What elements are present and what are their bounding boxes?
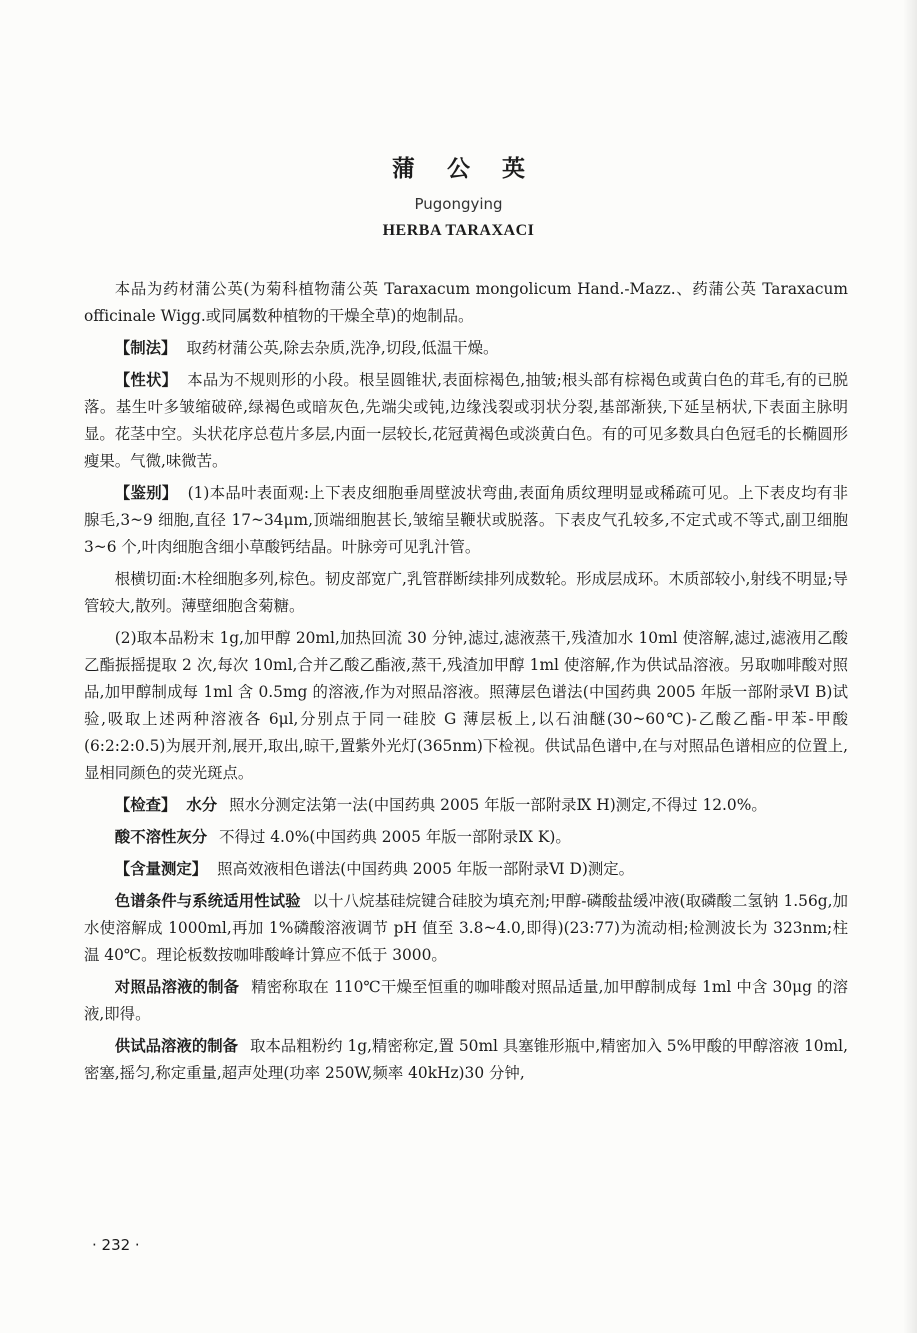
assay-heading: 【含量测定】 [114,860,208,878]
identification-paragraph-2: 根横切面:木栓细胞多列,棕色。韧皮部宽广,乳管群断续排列成数轮。形成层成环。木质部较小,射线不明显;导管较大,散列。薄壁细胞含菊糖。 [84,570,848,615]
chromatography-paragraph [84,888,848,969]
inspection-paragraph [84,792,848,819]
page-edge-shadow [903,0,917,1333]
identification-text-1: (1)本品叶表面观:上下表皮细胞垂周壁波状弯曲,表面角质纹理明显或稀疏可见。上下表皮均有非腺毛,3~9 细胞,直径 17~34μm,顶端细胞甚长,皱缩呈鞭状或脱落。下表皮气孔较多,不定式或不等式,副卫细胞 3~6 个,叶肉细胞含细小草酸钙结晶。叶脉旁可见乳汁管。 [84,484,848,556]
monograph-body [84,276,848,1092]
identification-paragraph-1 [84,480,848,561]
chromatography-subheading: 色谱条件与系统适用性试验 [114,892,301,910]
reference-solution-text: 精密称取在 110℃干燥至恒重的咖啡酸对照品适量,加甲醇制成每 1ml 中含 30μg 的溶液,即得。 [84,978,848,1023]
characteristics-heading: 【性状】 [114,371,178,389]
assay-text: 照高效液相色谱法(中国药典 2005 年版一部附录Ⅵ D)测定。 [217,860,635,878]
method-paragraph [84,335,848,362]
test-solution-paragraph [84,1033,848,1087]
identification-paragraph-3: (2)取本品粉末 1g,加甲醇 20ml,加热回流 30 分钟,滤过,滤液蒸干,残渣加水 10ml 使溶解,滤过,滤液用乙酸乙酯振摇提取 2 次,每次 10ml,合并乙酸乙酯液,蒸干,残渣加甲醇 1ml 使溶解,作为供试品溶液。另取咖啡酸对照品,加甲醇制成每 1ml 含 0.5mg 的溶液,作为对照品溶液。照薄层色谱法(中国药典 2005 年版一部附录Ⅵ B)试验,吸取上述两种溶液各 6μl,分别点于同一硅胶 G 薄层板上,以石油醚(30~60℃)-乙酸乙酯-甲苯-甲酸(6:2:2:0.5)为展开剂,展开,取出,晾干,置紫外光灯(365nm)下检视。供试品色谱中,在与对照品色谱相应的位置上,显相同颜色的荧光斑点。 [84,629,848,782]
test-solution-text: 取本品粗粉约 1g,精密称定,置 50ml 具塞锥形瓶中,精密加入 5%甲酸的甲醇溶液 10ml,密塞,摇匀,称定重量,超声处理(功率 250W,频率 40kHz)30 分钟, [84,1037,848,1082]
latin-name: HERBA TARAXACI [382,222,535,239]
test-solution-subheading: 供试品溶液的制备 [114,1037,239,1055]
ash-text: 不得过 4.0%(中国药典 2005 年版一部附录Ⅸ K)。 [219,828,571,846]
method-heading: 【制法】 [114,339,177,357]
ash-subheading: 酸不溶性灰分 [114,828,208,846]
characteristics-text: 本品为不规则形的小段。根呈圆锥状,表面棕褐色,抽皱;根头部有棕褐色或黄白色的茸毛,有的已脱落。基生叶多皱缩破碎,绿褐色或暗灰色,先端尖或钝,边缘浅裂或羽状分裂,基部渐狭,下延呈柄状,下表面主脉明显。花茎中空。头状花序总苞片多层,内面一层较长,花冠黄褐色或淡黄白色。有的可见多数具白色冠毛的长椭圆形瘦果。气微,味微苦。 [84,371,848,470]
chromatography-text: 以十八烷基硅烷键合硅胶为填充剂;甲醇-磷酸盐缓冲液(取磷酸二氢钠 1.56g,加水使溶解成 1000ml,再加 1%磷酸溶液调节 pH 值至 3.8~4.0,即得)(23:77)为流动相;检测波长为 323nm;柱温 40℃。理论板数按咖啡酸峰计算应不低于 3000。 [84,892,848,964]
page-title: 蒲 公 英 [391,156,537,182]
identification-heading: 【鉴别】 [114,484,178,502]
water-text: 照水分测定法第一法(中国药典 2005 年版一部附录Ⅸ H)测定,不得过 12.0%。 [229,796,767,814]
inspection-heading: 【检查】 [114,796,177,814]
assay-paragraph [84,856,848,883]
reference-solution-paragraph [84,974,848,1028]
water-subheading: 水分 [186,796,218,814]
pinyin-name: Pugongying [414,195,503,213]
reference-solution-subheading: 对照品溶液的制备 [114,978,240,996]
intro-paragraph: 本品为药材蒲公英(为菊科植物蒲公英 Taraxacum mongolicum Hand.-Mazz.、药蒲公英 Taraxacum officinale Wigg.或同属数种植物的干燥全草)的炮制品。 [84,280,848,325]
method-text: 取药材蒲公英,除去杂质,洗净,切段,低温干燥。 [186,339,499,357]
ash-paragraph [84,824,848,851]
characteristics-paragraph [84,367,848,475]
page-number: · 232 · [92,1236,140,1254]
